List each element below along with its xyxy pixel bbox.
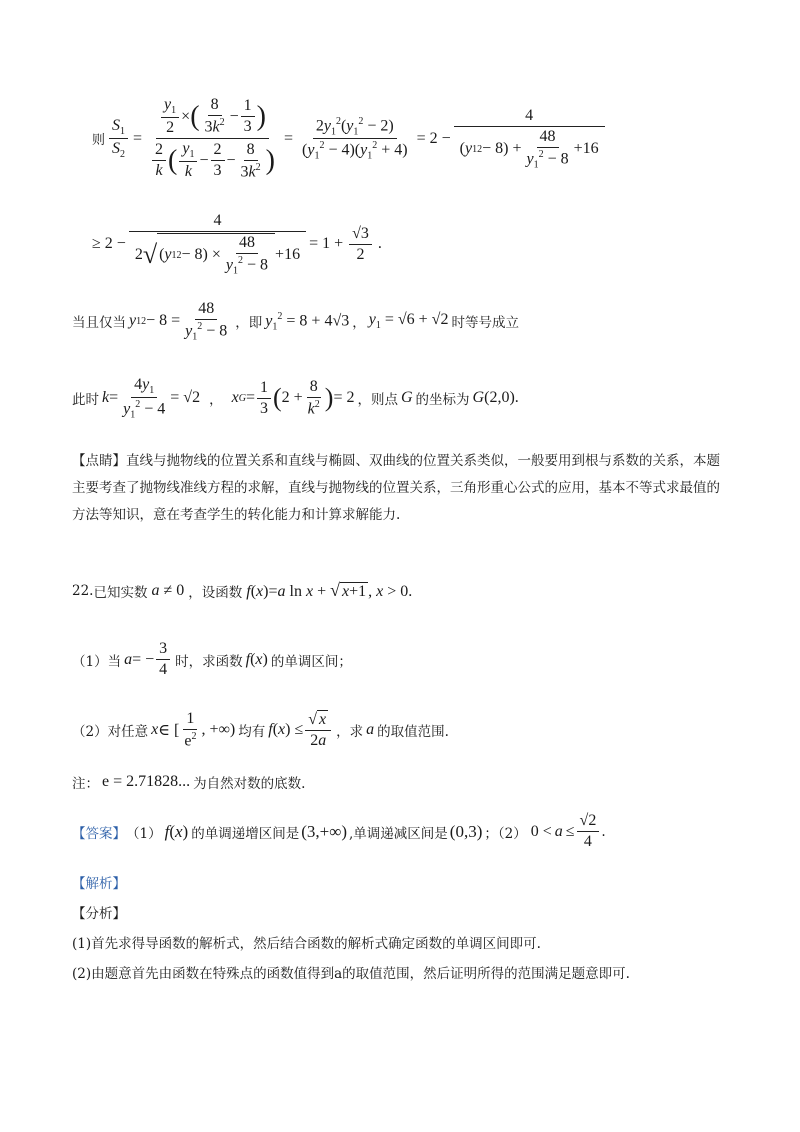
answer-tag: 【答案】 (72, 825, 126, 842)
answer: 【答案】 （1） f(x) 的单调递增区间是 (3,+∞) ,单调递减区间是 (0,3) ；（2） 0 < a ≤ $\frac{√2}{4}$ . (72, 812, 606, 850)
fraction-3: 4 ( y 1 2 − 8) + $\frac{48}{y_1^2 - 8}$ +16 (457, 107, 602, 171)
comment-block (72, 448, 722, 529)
ineq-fraction: 4 2 √ ( y 1 2 − 8) × $\frac{48}{y_1^2 - 8}$ +16 (132, 212, 303, 277)
equality-condition: 当且仅当 y 1 2 − 8 = $\frac{48}{y_1^2 - 8}$ ，即 $y_1^2 = 8 + 4√3$ ， $y_1 = √6 + √2$ 时等号成立 (72, 300, 519, 343)
point-g-coordinates: 此时 k = $\frac{4y_1}{y_1^2 - 4}$ = √2 ， x G = $\frac{1}{3}$ ( 2 + $\frac{8}{k^2}$ ) = 2 ，则点 G 的坐标为 G(2,0). (72, 376, 519, 421)
analysis-line-1: (1)首先求得导函数的解析式，然后结合函数的解析式确定函数的单调区间即可. (72, 936, 541, 952)
comment-tag: 【点睛】 (72, 453, 126, 469)
analysis-tag: 【解析】 (72, 876, 126, 892)
ineq-result: $\frac{√3}{2}$ (349, 225, 372, 264)
equation-ratio: 则 $\frac{S_1}{S_2}$ = $\frac{y_1}{2}$ × ( $\frac{8}{3k^2}$ − $\frac{1}{3}$ ) $\frac{2}{k}$ ( $\frac{y_1}{k}$ − $\frac{2}{3}$ − $\frac{8}{3k^2}$ ) = $\frac{2y_1^2(y_1^2 - 2)}{(y_1^2 - 4)(y_1^2 + 4)}$ = 2 − 4 ( y 1 2 − 8) + $\frac{48}{y_1^2 - 8}$ +16 (92, 96, 604, 181)
part-2: （2）对任意 x ∈ [ $\frac{1}{e^2}$ , +∞) 均有 f ( x ) ≤ $\frac{√ x}{2a}$ ，求 a 的取值范围. (72, 710, 449, 750)
fraction-1: $\frac{y_1}{2}$ × ( $\frac{8}{3k^2}$ − $\frac{1}{3}$ ) $\frac{2}{k}$ ( $\frac{y_1}{k}$ − $\frac{2}{3}$ − $\frac{8}{3k^2}$ ) (147, 96, 278, 181)
prefix-ze: 则 (92, 133, 106, 149)
comment-text: 直线与抛物线的位置关系和直线与椭圆、双曲线的位置关系类似，一般要用到根与系数的关系，本题主要考查了抛物线准线方程的求解，直线与抛物线的位置关系，三角形重心公式的应用，基本不等式求最值的方法等知识，意在考查学生的转化能力和计算求解能力. (72, 453, 720, 523)
note: 注： e = 2.71828... 为自然对数的底数. (72, 773, 306, 792)
s-ratio: $\frac{S_1}{S_2}$ (109, 117, 128, 160)
problem-22: 22. 已知实数 a ≠ 0 ，设函数 f(x)=a ln x + √ x+1 , x > 0. (72, 580, 413, 601)
fraction-2: $\frac{2y_1^2(y_1^2 - 2)}{(y_1^2 - 4)(y_1^2 + 4)}$ (302, 115, 408, 162)
part-1: （1）当 a = − $\frac{3}{4}$ 时，求函数 f(x) 的单调区间； (72, 640, 352, 678)
analysis-sub: 【分析】 (72, 906, 126, 922)
equation-inequality: ≥ 2 − 4 2 √ ( y 1 2 − 8) × $\frac{48}{y_1^2 - 8}$ +16 = 1 + $\frac{√3}{2}$ . (92, 212, 382, 277)
analysis-line-2: (2)由题意首先由函数在特殊点的函数值得到a的取值范围，然后证明所得的范围满足题意即可. (72, 966, 630, 982)
